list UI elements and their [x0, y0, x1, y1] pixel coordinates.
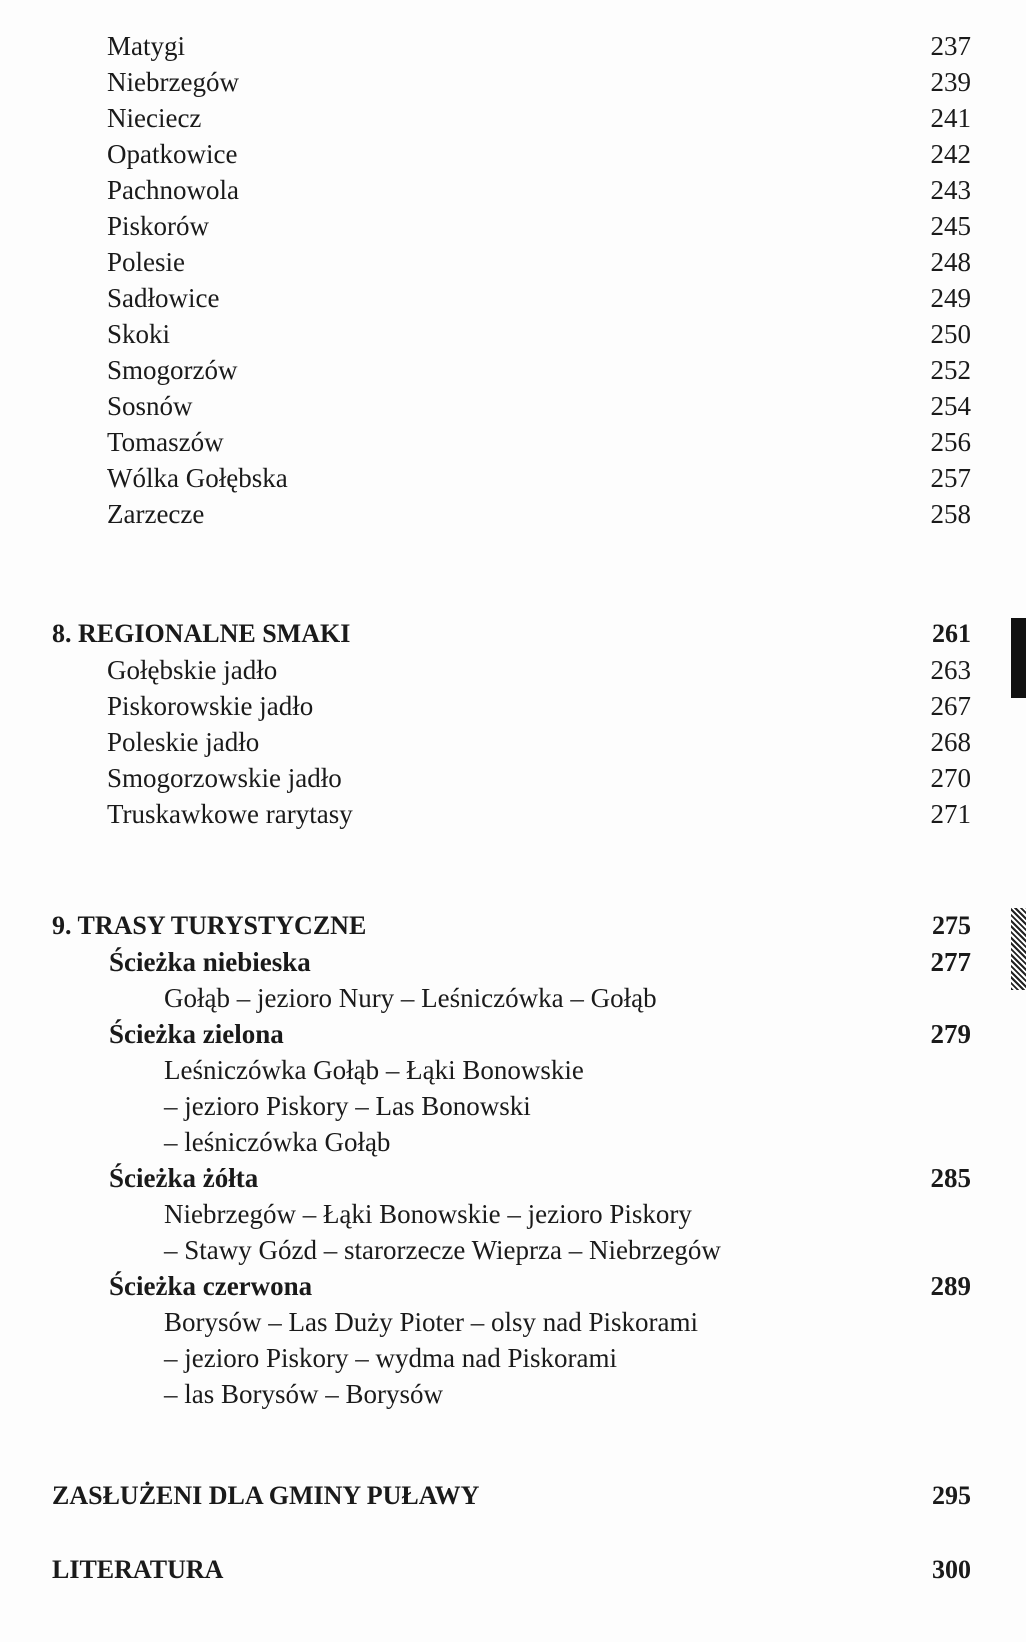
toc-section-literatura — [0, 1552, 1026, 1588]
toc-entry-label: Smogorzów — [107, 355, 238, 385]
toc-entry-page: 241 — [930, 103, 971, 133]
trail-blue — [0, 944, 1026, 980]
toc-entry-label: Polesie — [107, 247, 185, 277]
toc-section-8 — [0, 616, 1026, 652]
section-page: 295 — [932, 1481, 971, 1510]
toc-entry-matygi — [0, 28, 1026, 64]
toc-section-9 — [0, 908, 1026, 944]
toc-entry-niebrzegow — [0, 64, 1026, 100]
toc-entry — [0, 652, 1026, 688]
toc-entry-page: 239 — [930, 67, 971, 97]
toc-entry-sosnow — [0, 388, 1026, 424]
toc-entry-page: 257 — [930, 463, 971, 493]
toc-entry-page: 254 — [930, 391, 971, 421]
toc-entry-page: 252 — [930, 355, 971, 385]
trail-green — [0, 1016, 1026, 1052]
route-line: Gołąb – jezioro Nury – Leśniczówka – Gołąb — [164, 983, 657, 1013]
chapter-tab-marker-hatched — [1011, 908, 1026, 990]
route-line: – jezioro Piskory – wydma nad Piskorami — [164, 1343, 617, 1373]
toc-entry-label: Smogorzowskie jadło — [107, 763, 342, 793]
toc-entry-label: Wólka Gołębska — [107, 463, 288, 493]
toc-section-zasluzeni — [0, 1478, 1026, 1514]
section-title: 9. TRASY TURYSTYCZNE — [52, 911, 367, 940]
toc-entry-page: 242 — [930, 139, 971, 169]
toc-entry-label: Skoki — [107, 319, 171, 349]
toc-entry-sadlowice — [0, 280, 1026, 316]
toc-entry-page: 248 — [930, 247, 971, 277]
route-line: Leśniczówka Gołąb – Łąki Bonowskie — [164, 1055, 584, 1085]
toc-entry-tomaszow — [0, 424, 1026, 460]
trail-yellow — [0, 1160, 1026, 1196]
trail-page: 285 — [930, 1163, 971, 1193]
toc-entry-page: 270 — [930, 763, 971, 793]
toc-entry-page: 243 — [930, 175, 971, 205]
toc-entry — [0, 688, 1026, 724]
toc-entry-page: 250 — [930, 319, 971, 349]
section-title: 8. REGIONALNE SMAKI — [52, 619, 351, 648]
toc-entry-label: Truskawkowe rarytasy — [107, 799, 353, 829]
section-page: 261 — [932, 619, 971, 648]
trail-title: Ścieżka czerwona — [109, 1271, 313, 1301]
toc-entry-page: 256 — [930, 427, 971, 457]
toc-entry — [0, 724, 1026, 760]
section-page: 300 — [932, 1555, 971, 1584]
toc-entry-label: Niebrzegów — [107, 67, 239, 97]
toc-entry-page: 258 — [930, 499, 971, 529]
route-line: – las Borysów – Borysów — [164, 1379, 444, 1409]
trail-page: 277 — [930, 947, 971, 977]
toc-entry-label: Nieciecz — [107, 103, 202, 133]
toc-entry-page: 237 — [930, 31, 971, 61]
toc-entry-nieciecz — [0, 100, 1026, 136]
toc-entry-label: Sosnów — [107, 391, 193, 421]
toc-entry-label: Matygi — [107, 31, 185, 61]
route-line: Niebrzegów – Łąki Bonowskie – jezioro Piskory — [164, 1199, 692, 1229]
toc-entry-label: Pachnowola — [107, 175, 239, 205]
toc-entry-page: 271 — [930, 799, 971, 829]
toc-entry-skoki — [0, 316, 1026, 352]
route-line: Borysów – Las Duży Pioter – olsy nad Piskorami — [164, 1307, 698, 1337]
trail-title: Ścieżka żółta — [109, 1163, 259, 1193]
toc-entry-label: Tomaszów — [107, 427, 224, 457]
section-page: 275 — [932, 911, 971, 940]
toc-entry-polesie — [0, 244, 1026, 280]
toc-entry-piskorow — [0, 208, 1026, 244]
toc-entry — [0, 760, 1026, 796]
toc-entry-label: Sadłowice — [107, 283, 220, 313]
toc-entry-opatkowice — [0, 136, 1026, 172]
toc-entry-label: Poleskie jadło — [107, 727, 260, 757]
trail-title: Ścieżka niebieska — [109, 947, 311, 977]
section-title: LITERATURA — [52, 1555, 224, 1584]
toc-entry-page: 245 — [930, 211, 971, 241]
trail-title: Ścieżka zielona — [109, 1019, 284, 1049]
toc-entry-page: 268 — [930, 727, 971, 757]
toc-entry-page: 267 — [930, 691, 971, 721]
toc-entry-wolka-golebska — [0, 460, 1026, 496]
trail-red — [0, 1268, 1026, 1304]
trail-page: 289 — [930, 1271, 971, 1301]
toc-entry-label: Opatkowice — [107, 139, 238, 169]
toc-entry-label: Piskorów — [107, 211, 210, 241]
toc-entry-page: 249 — [930, 283, 971, 313]
toc-entry-label: Zarzecze — [107, 499, 205, 529]
toc-entry-label: Gołębskie jadło — [107, 655, 278, 685]
toc-entry — [0, 796, 1026, 832]
toc-entry-pachnowola — [0, 172, 1026, 208]
route-line: – Stawy Gózd – starorzecze Wieprza – Niebrzegów — [164, 1235, 721, 1265]
toc-entry-page: 263 — [930, 655, 971, 685]
toc-entry-zarzecze — [0, 496, 1026, 532]
route-line: – leśniczówka Gołąb — [164, 1127, 391, 1157]
route-line: – jezioro Piskory – Las Bonowski — [164, 1091, 531, 1121]
chapter-tab-marker — [1011, 618, 1026, 698]
toc-entry-smogorzow — [0, 352, 1026, 388]
trail-page: 279 — [930, 1019, 971, 1049]
section-title: ZASŁUŻENI DLA GMINY PUŁAWY — [52, 1481, 480, 1510]
toc-entry-label: Piskorowskie jadło — [107, 691, 314, 721]
